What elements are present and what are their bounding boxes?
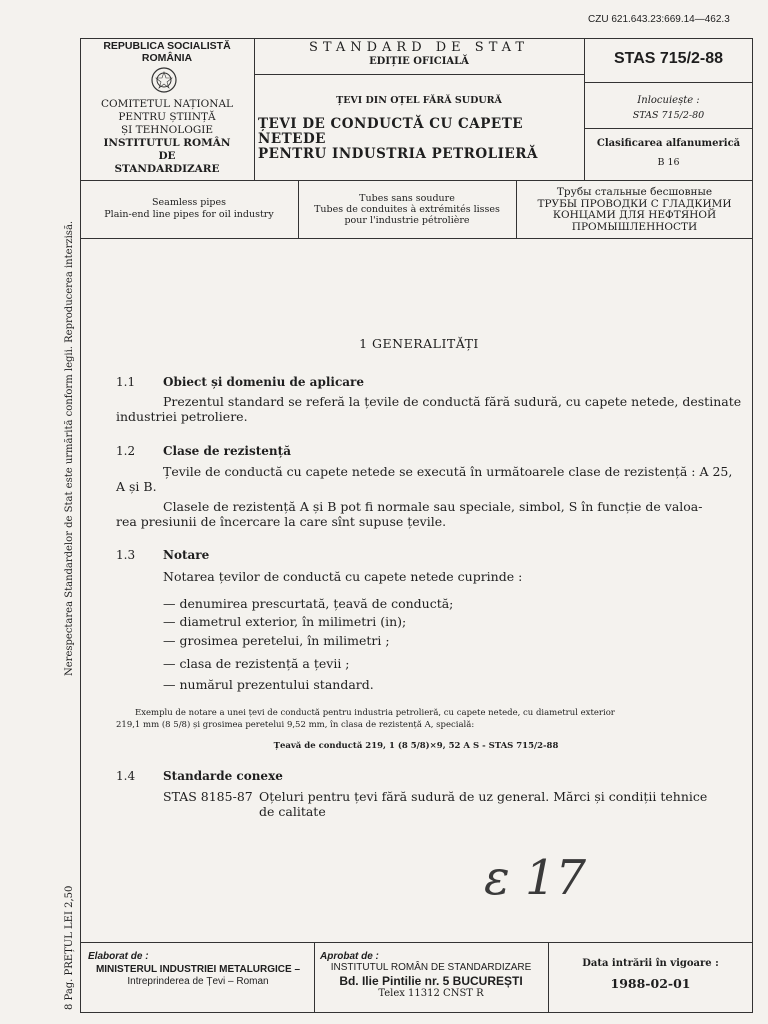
section-1-3-intro: Notarea țevilor de conductă cu capete netede cuprinde :: [163, 569, 523, 584]
english-title-line-1: Seamless pipes: [152, 197, 226, 208]
replaces-value: STAS 715/2-80: [632, 110, 705, 121]
document-title: [258, 117, 584, 162]
header-col-divider-2: [584, 38, 585, 180]
english-title: [82, 197, 296, 221]
copyright-side-note: Nerespectarea Standardelor de Stat este urmărită conform legii. Reproducerea interzisă.: [64, 220, 75, 676]
header-col-divider-1: [254, 38, 255, 180]
french-title-line-1: Tubes sans soudure: [359, 193, 455, 204]
subject-line: ȚEVI DIN OȚEL FĂRĂ SUDURĂ: [336, 95, 502, 106]
section-1-2-number: 1.2: [116, 444, 136, 458]
approved-block: [316, 962, 546, 1000]
notation-example-line-2: 219,1 mm (8 5/8) și grosimea peretelui 9,52 mm, în clasa de rezistență A, specială:: [116, 720, 475, 730]
handwritten-note: ε 17: [484, 850, 587, 906]
document-title-line-1: ȚEVI DE CONDUCTĂ CU CAPETE NETEDE: [258, 116, 524, 147]
french-title: [300, 193, 514, 226]
stas-number: STAS 715/2-88: [613, 50, 724, 67]
committee-line-2: PENTRU ȘTIINȚĂ: [118, 111, 216, 123]
section-1-2-text-1: Țevile de conductă cu capete netede se execută în următoarele clase de rezistență : A 25,: [163, 464, 733, 479]
institute-line-1: INSTITUTUL ROMÂN: [103, 137, 231, 149]
standard-title: STANDARD DE STAT: [308, 40, 530, 55]
translations-col-1: [298, 180, 299, 238]
russian-title: [518, 187, 751, 233]
chapter-heading: 1 GENERALITĂȚI: [359, 336, 479, 351]
footer-col-1: [314, 942, 315, 1013]
russian-title-line-1: Трубы стальные бесшовные: [556, 186, 713, 198]
notation-item: — grosimea peretelui, în milimetri ;: [163, 633, 390, 648]
russian-title-line-2: ТРУБЫ ПРОВОДКИ С ГЛАДКИМИ: [537, 197, 732, 210]
french-title-line-3: pour l'industrie pétrolière: [344, 215, 470, 226]
elaborated-label: Elaborat de :: [88, 951, 149, 962]
russian-title-line-4: ПРОМЫШЛЕННОСТИ: [571, 220, 698, 233]
translations-divider: [80, 238, 753, 239]
state-emblem-icon: [150, 66, 178, 94]
english-title-line-2: Plain-end line pipes for oil industry: [104, 209, 274, 220]
approved-address: Bd. Ilie Pintilie nr. 5 BUCUREȘTI: [339, 974, 523, 988]
footer-divider: [80, 942, 753, 943]
header-divider: [80, 180, 753, 181]
classification-label: Clasificarea alfanumerică: [596, 138, 741, 149]
institute-block: [82, 137, 252, 176]
effective-date-label: Data intrării în vigoare :: [582, 958, 719, 969]
effective-date: 1988-02-01: [610, 976, 691, 991]
related-standard-ref: STAS 8185-87: [163, 789, 253, 804]
section-1-3-number: 1.3: [116, 548, 136, 562]
section-1-4-title: Standarde conexe: [163, 769, 283, 783]
country-block: [82, 40, 252, 64]
french-title-line-2: Tubes de conduites à extrémités lisses: [314, 204, 500, 215]
section-1-1-title: Obiect și domeniu de aplicare: [163, 375, 364, 389]
committee-block: [82, 98, 252, 137]
elaborated-unit: Intreprinderea de Țevi – Roman: [127, 976, 269, 987]
notation-example-line-1: Exemplu de notare a unei țevi de conductă pentru industria petrolieră, cu capete netede, cu diametrul exterior: [135, 708, 615, 718]
notation-item: — numărul prezentului standard.: [163, 677, 374, 692]
notation-example-code: Țeavă de conductă 219, 1 (8 5/8)×9, 52 A S - STAS 715/2-88: [273, 741, 559, 751]
price-side-note: 8 Pag. PREȚUL LEI 2,50: [64, 885, 75, 1010]
section-1-1-text-2: industriei petroliere.: [116, 409, 248, 424]
notation-item: — denumirea prescurtată, țeavă de conductă;: [163, 596, 454, 611]
committee-line-1: COMITETUL NAȚIONAL: [100, 98, 234, 110]
approved-telex: Telex 11312 CNST R: [378, 988, 484, 999]
institute-line-2: DE: [158, 150, 176, 162]
edition-label: EDIȚIE OFICIALĂ: [369, 56, 469, 67]
elaborated-org: MINISTERUL INDUSTRIEI METALURGICE –: [95, 964, 301, 975]
classification-value: B 16: [657, 157, 680, 168]
related-standard-title-1: Oțeluri pentru țevi fără sudură de uz general. Mărci și condiții tehnice: [259, 789, 708, 804]
section-1-1-number: 1.1: [116, 375, 136, 389]
replace-row-divider: [584, 128, 753, 129]
replaces-label: Inlocuiește :: [637, 95, 700, 106]
section-1-1-text-1: Prezentul standard se referă la țevile de conductă fără sudură, cu capete netede, destinate: [163, 394, 742, 409]
institute-line-3: STANDARDIZARE: [114, 163, 220, 175]
document-title-line-2: PENTRU INDUSTRIA PETROLIERĂ: [258, 146, 538, 162]
section-1-2-text-4: rea presiunii de încercare la care sînt supuse țevile.: [116, 514, 447, 529]
translations-col-2: [516, 180, 517, 238]
section-1-4-number: 1.4: [116, 769, 136, 783]
section-1-3-title: Notare: [163, 548, 210, 562]
country-line-2: ROMÂNIA: [141, 52, 193, 64]
approved-label: Aprobat de :: [320, 951, 379, 962]
notation-item: — diametrul exterior, în milimetri (in);: [163, 614, 407, 629]
section-1-2-text-3: Clasele de rezistență A și B pot fi normale sau speciale, simbol, S în funcție de valoa-: [163, 499, 703, 514]
approved-org: INSTITUTUL ROMÂN DE STANDARDIZARE: [330, 962, 532, 973]
notation-item: — clasa de rezistență a țevii ;: [163, 656, 350, 671]
committee-line-3: ȘI TEHNOLOGIE: [120, 124, 214, 136]
title-row-divider: [254, 74, 584, 75]
russian-title-line-3: КОНЦАМИ ДЛЯ НЕФТЯНОЙ: [552, 209, 717, 221]
stas-row-divider: [584, 82, 753, 83]
udc-code: CZU 621.643.23:669.14—462.3: [588, 14, 730, 25]
section-1-2-title: Clase de rezistență: [163, 444, 291, 458]
elaborated-block: [84, 964, 312, 988]
related-standard-title-2: de calitate: [259, 804, 326, 819]
country-line-1: REPUBLICA SOCIALISTĂ: [103, 40, 231, 52]
footer-col-2: [548, 942, 549, 1013]
section-1-2-text-2: A și B.: [116, 479, 157, 494]
